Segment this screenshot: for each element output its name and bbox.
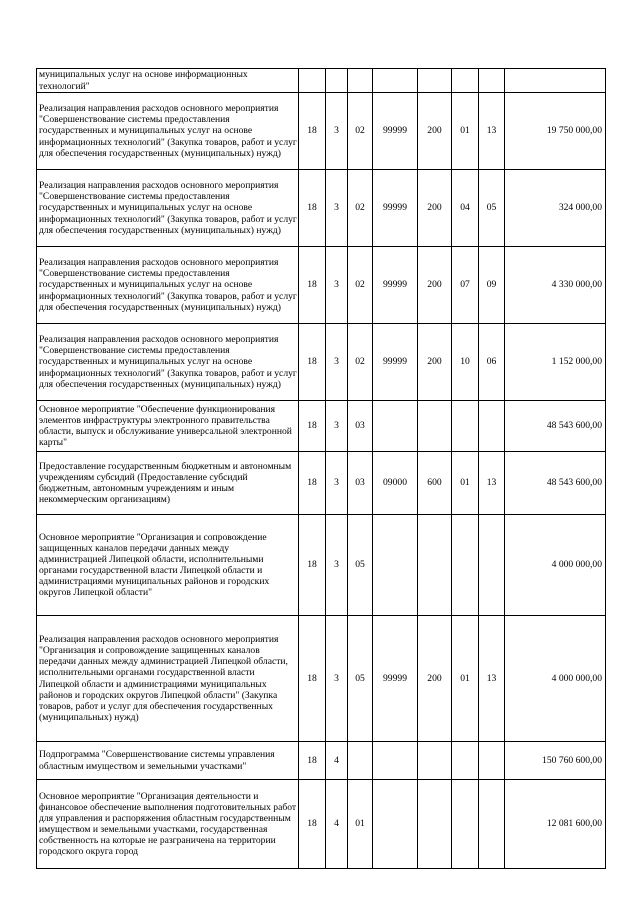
cell-code-g [479, 401, 505, 452]
cell-code-c: 02 [348, 93, 373, 170]
cell-code-f [452, 401, 479, 452]
cell-code-f: 10 [452, 324, 479, 401]
cell-code-a: 18 [299, 247, 326, 324]
cell-row-name: Реализация направления расходов основного мероприятия "Совершенствование системы предоставления государственных и муниципальных услуг на основе информационных технологий" (Закупка товаров, работ и услуг для обеспечения государственных (муниципальных) нужд) [37, 93, 299, 170]
cell-code-c: 03 [348, 452, 373, 515]
cell-code-c [348, 742, 373, 780]
cell-code-f: 01 [452, 93, 479, 170]
cell-code-d [373, 780, 418, 869]
cell-code-a: 18 [299, 93, 326, 170]
cell-code-e [418, 780, 452, 869]
cell-code-e: 200 [418, 170, 452, 247]
cell-code-c: 05 [348, 616, 373, 742]
cell-row-name: Предоставление государственным бюджетным и автономным учреждениям субсидий (Предоставление субсидий бюджетным, автономным учреждениям и иным некоммерческим организациям) [37, 452, 299, 515]
cell-row-amount: 4 000 000,00 [505, 616, 606, 742]
cell-row-name: Подпрограмма "Совершенствование системы управления областным имуществом и земельными участками" [37, 742, 299, 780]
cell-code-g: 13 [479, 93, 505, 170]
cell-code-d [373, 401, 418, 452]
cell-row-amount [505, 69, 606, 93]
cell-code-b: 3 [326, 93, 348, 170]
cell-code-g [479, 69, 505, 93]
cell-code-g: 13 [479, 452, 505, 515]
cell-code-c: 02 [348, 247, 373, 324]
cell-code-f: 04 [452, 170, 479, 247]
cell-code-c [348, 69, 373, 93]
cell-code-f [452, 515, 479, 616]
cell-code-a: 18 [299, 515, 326, 616]
cell-row-amount: 1 152 000,00 [505, 324, 606, 401]
cell-row-name: Реализация направления расходов основного мероприятия "Совершенствование системы предоставления государственных и муниципальных услуг на основе информационных технологий" (Закупка товаров, работ и услуг для обеспечения государственных (муниципальных) нужд) [37, 324, 299, 401]
cell-code-f [452, 742, 479, 780]
cell-code-f: 07 [452, 247, 479, 324]
cell-row-amount: 4 330 000,00 [505, 247, 606, 324]
cell-code-b: 3 [326, 324, 348, 401]
cell-code-g: 09 [479, 247, 505, 324]
cell-code-e: 200 [418, 247, 452, 324]
cell-code-a: 18 [299, 780, 326, 869]
cell-code-b: 3 [326, 170, 348, 247]
cell-code-f: 01 [452, 616, 479, 742]
cell-code-b: 3 [326, 452, 348, 515]
cell-code-d: 99999 [373, 247, 418, 324]
cell-code-e [418, 401, 452, 452]
table-row [37, 401, 606, 452]
table-row [37, 170, 606, 247]
cell-code-c: 05 [348, 515, 373, 616]
table-row [37, 247, 606, 324]
cell-code-a [299, 69, 326, 93]
cell-code-e [418, 742, 452, 780]
cell-code-g: 06 [479, 324, 505, 401]
cell-row-amount: 4 000 000,00 [505, 515, 606, 616]
cell-code-b: 3 [326, 401, 348, 452]
table-row [37, 93, 606, 170]
cell-code-b: 4 [326, 742, 348, 780]
cell-code-e [418, 515, 452, 616]
cell-code-a: 18 [299, 401, 326, 452]
cell-row-amount: 150 760 600,00 [505, 742, 606, 780]
table-row [37, 616, 606, 742]
table-row [37, 515, 606, 616]
cell-code-f [452, 69, 479, 93]
cell-code-a: 18 [299, 616, 326, 742]
cell-row-amount: 19 750 000,00 [505, 93, 606, 170]
cell-code-d [373, 515, 418, 616]
cell-row-name: Основное мероприятие "Организация и сопровождение защищенных каналов передачи данных между администрацией Липецкой области, исполнительными органами государственной власти Липецкой области и администрациями муниципальных районов и городских округов Липецкой области" [37, 515, 299, 616]
cell-code-e: 200 [418, 93, 452, 170]
cell-code-g: 05 [479, 170, 505, 247]
cell-code-b: 3 [326, 515, 348, 616]
cell-code-c: 03 [348, 401, 373, 452]
cell-code-g [479, 515, 505, 616]
cell-code-b: 4 [326, 780, 348, 869]
cell-code-c: 02 [348, 324, 373, 401]
cell-code-b: 3 [326, 616, 348, 742]
cell-code-c: 01 [348, 780, 373, 869]
budget-table [36, 68, 606, 869]
cell-code-f: 01 [452, 452, 479, 515]
cell-code-a: 18 [299, 742, 326, 780]
cell-code-d [373, 69, 418, 93]
cell-code-d: 09000 [373, 452, 418, 515]
table-row [37, 742, 606, 780]
cell-code-a: 18 [299, 170, 326, 247]
cell-code-a: 18 [299, 452, 326, 515]
cell-row-amount: 324 000,00 [505, 170, 606, 247]
cell-row-amount: 48 543 600,00 [505, 452, 606, 515]
cell-code-e [418, 69, 452, 93]
cell-code-f [452, 780, 479, 869]
cell-code-g: 13 [479, 616, 505, 742]
cell-code-d: 99999 [373, 616, 418, 742]
cell-row-amount: 12 081 600,00 [505, 780, 606, 869]
cell-code-e: 600 [418, 452, 452, 515]
cell-code-d: 99999 [373, 324, 418, 401]
cell-row-name: муниципальных услуг на основе информационных технологий" [37, 69, 299, 93]
cell-code-d [373, 742, 418, 780]
table-row [37, 452, 606, 515]
cell-code-d: 99999 [373, 93, 418, 170]
cell-row-name: Реализация направления расходов основного мероприятия "Совершенствование системы предоставления государственных и муниципальных услуг на основе информационных технологий" (Закупка товаров, работ и услуг для обеспечения государственных (муниципальных) нужд) [37, 170, 299, 247]
cell-code-a: 18 [299, 324, 326, 401]
cell-code-b [326, 69, 348, 93]
table-row [37, 324, 606, 401]
cell-code-c: 02 [348, 170, 373, 247]
cell-code-g [479, 780, 505, 869]
cell-row-name: Реализация направления расходов основного мероприятия "Организация и сопровождение защищенных каналов передачи данных между администрацией Липецкой области, исполнительными органами государственной власти Липецкой области и администрациями муниципальных районов и городских округов Липецкой области" (Закупка товаров, работ и услуг для обеспечения государственных (муниципальных) нужд) [37, 616, 299, 742]
cell-row-name: Основное мероприятие "Обеспечение функционирования элементов инфраструктуры электронного правительства области, выпуск и обслуживание универсальной электронной карты" [37, 401, 299, 452]
cell-row-name: Реализация направления расходов основного мероприятия "Совершенствование системы предоставления государственных и муниципальных услуг на основе информационных технологий" (Закупка товаров, работ и услуг для обеспечения государственных (муниципальных) нужд) [37, 247, 299, 324]
cell-code-d: 99999 [373, 170, 418, 247]
table-row [37, 780, 606, 869]
cell-row-amount: 48 543 600,00 [505, 401, 606, 452]
cell-code-e: 200 [418, 324, 452, 401]
budget-table-body [37, 69, 606, 869]
cell-code-b: 3 [326, 247, 348, 324]
table-row [37, 69, 606, 93]
cell-code-e: 200 [418, 616, 452, 742]
cell-row-name: Основное мероприятие "Организация деятельности и финансовое обеспечение выполнения подготовительных работ для управления и распоряжения областным государственным имуществом и земельными участками, государственная собственность на которые не разграничена на территории городского округа город [37, 780, 299, 869]
cell-code-g [479, 742, 505, 780]
